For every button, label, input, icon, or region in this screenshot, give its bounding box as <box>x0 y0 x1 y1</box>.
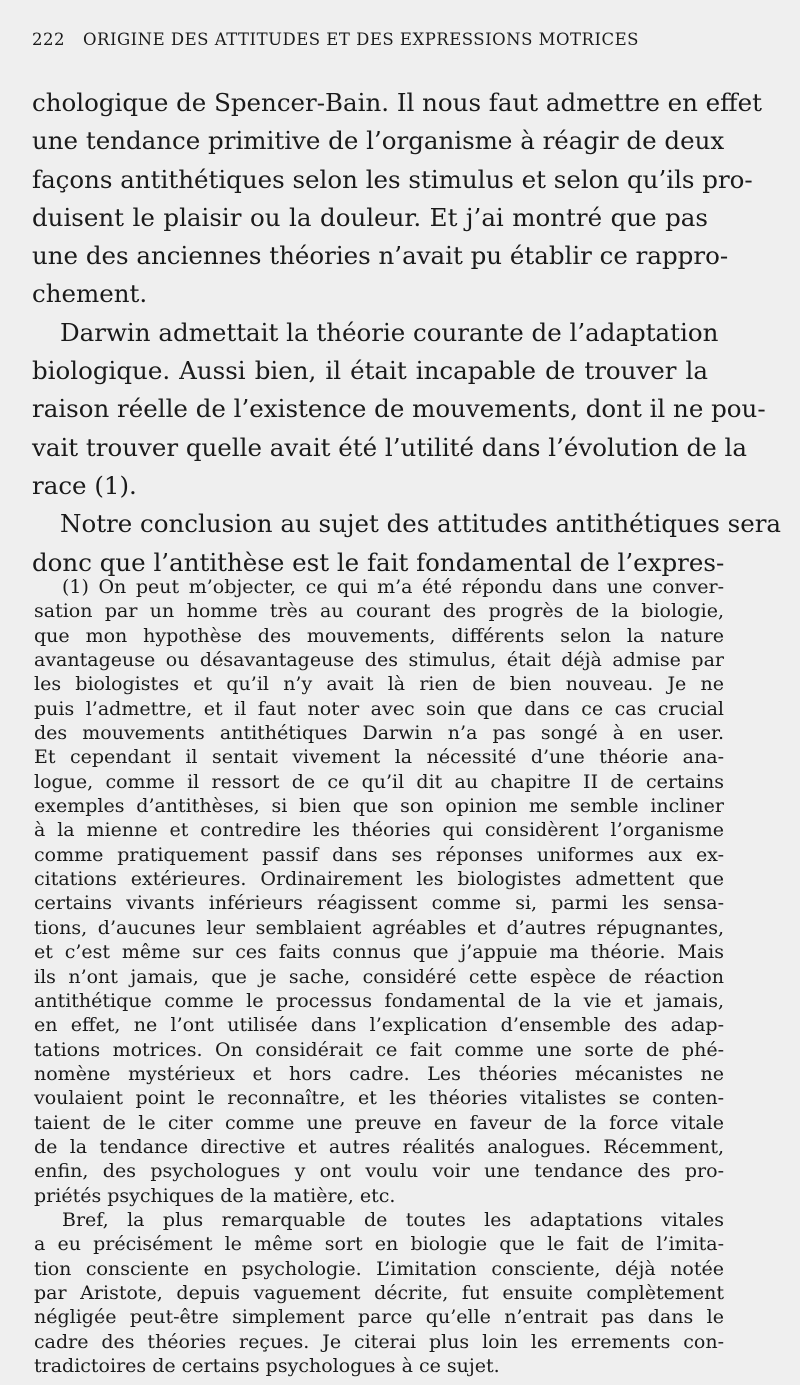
footnote-line: antithétique comme le processus fondamental de la vie et jamais, <box>34 989 724 1012</box>
text-line: une tendance primitive de l’organisme à réagir de deux <box>32 126 725 156</box>
footnote-line: sation par un homme très au courant des progrès de la biologie, <box>34 600 724 623</box>
footnote-line: exemples d’antithèses, si bien que son opinion me semble incliner <box>34 795 724 818</box>
footnote-line: et c’est même sur ces faits connus que j’appuie ma théorie. Mais <box>34 941 724 964</box>
text-line: donc que l’antithèse est le fait fondamental de l’expres- <box>32 547 725 577</box>
footnote-line: Bref, la plus remarquable de toutes les adaptations vitales <box>62 1208 724 1231</box>
text-line: Notre conclusion au sujet des attitudes antithétiques sera <box>60 509 782 539</box>
running-title: ORIGINE DES ATTITUDES ET DES EXPRESSIONS MOTRICES <box>83 30 639 49</box>
text-line: race (1). <box>32 470 137 500</box>
footnote-line: ils n’ont jamais, que je sache, considéré cette espèce de réaction <box>34 965 724 988</box>
footnote-line: priétés psychiques de la matière, etc. <box>34 1184 396 1207</box>
footnote-line: a eu précisément le même sort en biologie que le fait de l’imita- <box>34 1233 724 1256</box>
footnote-line: avantageuse ou désavantageuse des stimulus, était déjà admise par <box>34 649 724 672</box>
footnote-line: (1) On peut m’objecter, ce qui m’a été répondu dans une conver- <box>62 576 724 598</box>
footnote-line: par Aristote, depuis vaguement décrite, fut ensuite complètement <box>34 1281 724 1304</box>
footnote-line: que mon hypothèse des mouvements, différents selon la nature <box>34 624 724 647</box>
text-line: duisent le plaisir ou la douleur. Et j’ai montré que pas <box>32 202 708 232</box>
footnote-line: puis l’admettre, et il faut noter avec soin que dans ce cas crucial <box>34 697 724 720</box>
text-line: une des anciennes théories n’avait pu établir ce rappro- <box>32 241 729 271</box>
text-line: chement. <box>32 279 148 309</box>
footnote-line: citations extérieures. Ordinairement les biologistes admettent que <box>34 868 724 891</box>
footnote-line: négligée peut-être simplement parce qu’elle n’entrait pas dans le <box>34 1306 724 1329</box>
footnote-line: voulaient point le reconnaître, et les théories vitalistes se conten- <box>34 1087 724 1110</box>
text-line: vait trouver quelle avait été l’utilité dans l’évolution de la <box>32 432 747 462</box>
text-line: biologique. Aussi bien, il était incapable de trouver la <box>32 356 708 386</box>
footnote-line: de la tendance directive et autres réalités analogues. Récemment, <box>34 1135 724 1158</box>
footnote-line: en effet, ne l’ont utilisée dans l’explication d’ensemble des adap- <box>34 1014 724 1037</box>
main-text <box>32 84 782 582</box>
footnote-line: à la mienne et contredire les théories qui considèrent l’organisme <box>34 819 724 842</box>
footnote-line: tations motrices. On considérait ce fait comme une sorte de phé- <box>34 1038 724 1061</box>
footnote-line: taient de le citer comme une preuve en faveur de la force vitale <box>34 1111 724 1134</box>
footnote-line: comme pratiquement passif dans ses réponses uniformes aux ex- <box>34 843 724 866</box>
text-line: raison réelle de l’existence de mouvements, dont il ne pou- <box>32 394 766 424</box>
page-number: 222 <box>32 30 65 49</box>
footnote-line: enfin, des psychologues y ont voulu voir une tendance des pro- <box>34 1160 724 1183</box>
footnote-line: cadre des théories reçues. Je citerai plus loin les errements con- <box>34 1330 724 1353</box>
text-line: Darwin admettait la théorie courante de l’adaptation <box>60 317 719 347</box>
footnote-line: Et cependant il sentait vivement la nécessité d’une théorie ana- <box>34 746 724 769</box>
text-line: chologique de Spencer-Bain. Il nous faut admettre en effet <box>32 88 762 117</box>
text-line: façons antithétiques selon les stimulus et selon qu’ils pro- <box>32 164 753 194</box>
footnote-line: logue, comme il ressort de ce qu’il dit au chapitre II de certains <box>34 770 724 793</box>
footnote-line: les biologistes et qu’il n’y avait là rien de bien nouveau. Je ne <box>34 673 724 696</box>
footnote-line: des mouvements antithétiques Darwin n’a pas songé à en user. <box>34 722 724 745</box>
footnote-line: tion consciente en psychologie. L’imitation consciente, déjà notée <box>34 1257 724 1280</box>
footnote-line: nomène mystérieux et hors cadre. Les théories mécanistes ne <box>34 1062 724 1085</box>
running-head <box>32 30 708 49</box>
footnote <box>34 575 724 1378</box>
footnote-line: tradictoires de certains psychologues à ce sujet. <box>34 1355 500 1377</box>
footnote-line: certains vivants inférieurs réagissent comme si, parmi les sensa- <box>34 892 724 915</box>
footnote-line: tions, d’aucunes leur semblaient agréables et d’autres répugnantes, <box>34 916 724 939</box>
